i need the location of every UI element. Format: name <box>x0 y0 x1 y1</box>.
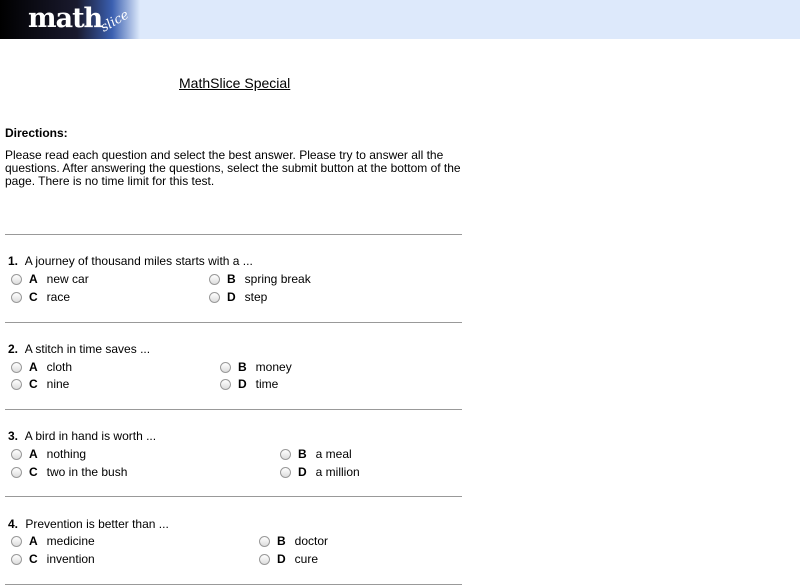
divider <box>5 322 462 323</box>
radio-button[interactable] <box>11 554 22 565</box>
question-number: 2. <box>8 342 19 356</box>
directions-text: Please read each question and select the best answer. Please try to answer all the questions. After answering the questions, select the submit button at the bottom of the page. There is no time limit for this test. <box>5 148 461 188</box>
radio-button[interactable] <box>11 274 22 285</box>
option-3b[interactable] <box>280 447 352 461</box>
logo-text: math <box>28 3 103 34</box>
question-1 <box>8 254 253 268</box>
question-2 <box>8 342 150 356</box>
radio-button[interactable] <box>280 449 291 460</box>
radio-button[interactable] <box>259 554 270 565</box>
option-4c[interactable] <box>11 552 95 566</box>
question-text: A stitch in time saves ... <box>24 342 151 356</box>
option-letter: C <box>29 377 38 391</box>
option-3d[interactable] <box>280 465 360 479</box>
option-letter: A <box>29 534 38 548</box>
option-letter: C <box>29 552 38 566</box>
option-1b[interactable] <box>209 272 311 286</box>
option-label: race <box>46 290 71 304</box>
option-label: two in the bush <box>46 465 128 479</box>
option-letter: D <box>298 465 307 479</box>
question-3 <box>8 429 156 443</box>
option-label: cure <box>294 552 319 566</box>
option-4d[interactable] <box>259 552 318 566</box>
option-4b[interactable] <box>259 534 328 548</box>
option-label: spring break <box>244 272 311 286</box>
radio-button[interactable] <box>11 292 22 303</box>
option-letter: A <box>29 360 38 374</box>
option-letter: A <box>29 447 38 461</box>
header-bar <box>0 0 800 39</box>
option-label: medicine <box>46 534 95 548</box>
option-label: time <box>255 377 279 391</box>
question-number: 1. <box>8 254 19 268</box>
option-4a[interactable] <box>11 534 95 548</box>
option-label: invention <box>46 552 95 566</box>
radio-button[interactable] <box>11 467 22 478</box>
option-label: money <box>255 360 292 374</box>
option-label: doctor <box>294 534 329 548</box>
option-letter: B <box>238 360 247 374</box>
question-text: A bird in hand is worth ... <box>24 429 157 443</box>
option-label: nothing <box>46 447 87 461</box>
divider <box>5 496 462 497</box>
option-label: nine <box>46 377 70 391</box>
radio-button[interactable] <box>280 467 291 478</box>
question-text: Prevention is better than ... <box>25 517 169 531</box>
divider <box>5 409 462 410</box>
radio-button[interactable] <box>11 362 22 373</box>
radio-button[interactable] <box>220 379 231 390</box>
option-label: a meal <box>315 447 352 461</box>
option-letter: A <box>29 272 38 286</box>
option-3a[interactable] <box>11 447 86 461</box>
option-2d[interactable] <box>220 377 278 391</box>
directions-label: Directions: <box>5 126 68 140</box>
question-number: 4. <box>8 517 19 531</box>
option-letter: B <box>298 447 307 461</box>
option-label: new car <box>46 272 89 286</box>
logo-subtext: slice <box>98 7 132 36</box>
question-text: A journey of thousand miles starts with a ... <box>24 254 253 268</box>
question-number: 3. <box>8 429 19 443</box>
radio-button[interactable] <box>11 379 22 390</box>
page-title: MathSlice Special <box>179 75 291 91</box>
option-2a[interactable] <box>11 360 72 374</box>
option-letter: D <box>238 377 247 391</box>
radio-button[interactable] <box>220 362 231 373</box>
mathslice-logo[interactable] <box>0 0 140 39</box>
option-1a[interactable] <box>11 272 89 286</box>
option-2b[interactable] <box>220 360 292 374</box>
radio-button[interactable] <box>259 536 270 547</box>
radio-button[interactable] <box>209 274 220 285</box>
radio-button[interactable] <box>209 292 220 303</box>
option-label: step <box>244 290 268 304</box>
radio-button[interactable] <box>11 536 22 547</box>
option-letter: C <box>29 465 38 479</box>
option-label: cloth <box>46 360 73 374</box>
radio-button[interactable] <box>11 449 22 460</box>
option-1d[interactable] <box>209 290 267 304</box>
divider <box>5 234 462 235</box>
option-label: a million <box>315 465 360 479</box>
option-2c[interactable] <box>11 377 69 391</box>
option-letter: D <box>277 552 286 566</box>
divider <box>5 584 462 585</box>
option-letter: D <box>227 290 236 304</box>
option-1c[interactable] <box>11 290 70 304</box>
question-4 <box>8 517 169 531</box>
option-letter: B <box>227 272 236 286</box>
option-letter: B <box>277 534 286 548</box>
option-letter: C <box>29 290 38 304</box>
option-3c[interactable] <box>11 465 127 479</box>
